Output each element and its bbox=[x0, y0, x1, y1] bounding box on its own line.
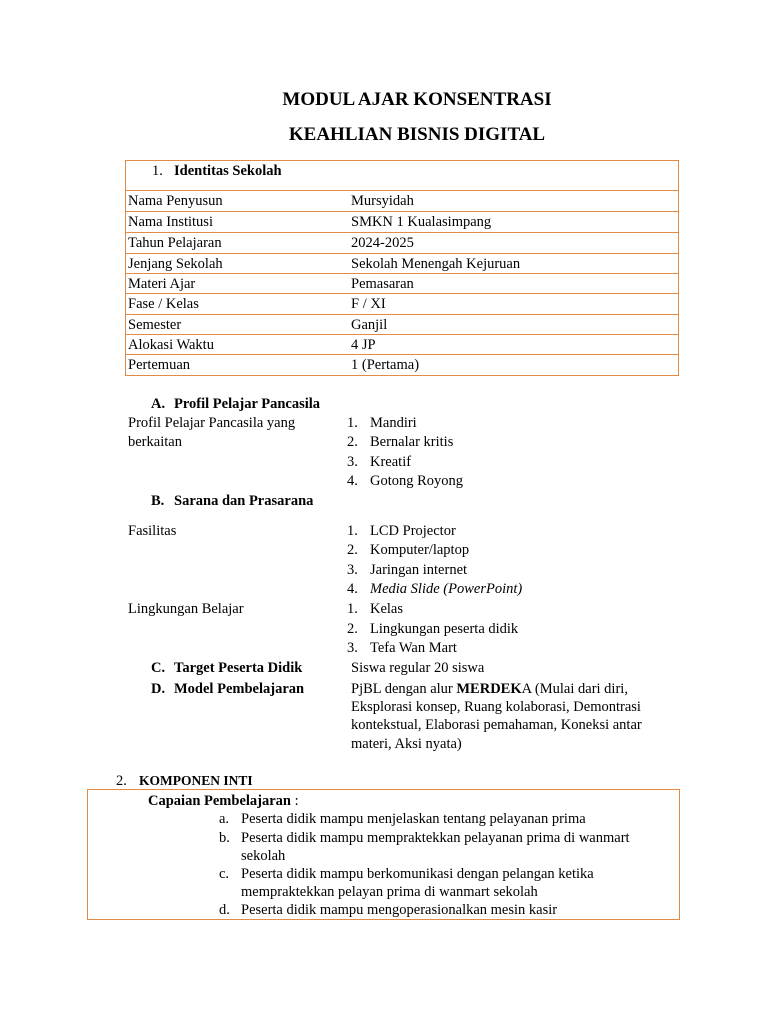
model-line bbox=[351, 680, 628, 698]
model-line: kontekstual, Elaborasi pemahaman, Koneksi antar bbox=[351, 717, 642, 733]
item-letter: b. bbox=[219, 830, 230, 846]
list-number: 2. bbox=[347, 621, 358, 637]
model-text-bold: MERDEK bbox=[456, 681, 522, 697]
item-text: Peserta didik mampu mengoperasionalkan mesin kasir bbox=[241, 902, 558, 918]
row-label: Tahun Pelajaran bbox=[128, 235, 222, 251]
row-value: 4 JP bbox=[351, 337, 376, 353]
list-item: Lingkungan peserta didik bbox=[370, 621, 519, 637]
identitas-number: 1. bbox=[152, 163, 163, 179]
row-label: Alokasi Waktu bbox=[128, 337, 214, 353]
profil-letter: A. bbox=[151, 396, 166, 412]
model-line: materi, Aksi nyata) bbox=[351, 736, 462, 752]
row-value: SMKN 1 Kualasimpang bbox=[351, 214, 492, 230]
list-item: Kreatif bbox=[370, 454, 412, 470]
row-value: Mursyidah bbox=[351, 193, 414, 209]
list-number: 1. bbox=[347, 523, 358, 539]
sarana-letter: B. bbox=[151, 493, 165, 509]
list-item: Gotong Royong bbox=[370, 473, 464, 489]
row-label: Nama Institusi bbox=[128, 214, 213, 230]
list-number: 4. bbox=[347, 473, 358, 489]
item-letter: d. bbox=[219, 902, 230, 918]
list-item: Jaringan internet bbox=[370, 562, 468, 578]
list-number: 4. bbox=[347, 581, 358, 597]
item-text: sekolah bbox=[241, 848, 286, 864]
capaian-heading-line bbox=[148, 792, 299, 810]
model-letter: D. bbox=[151, 681, 166, 697]
list-number: 1. bbox=[347, 415, 358, 431]
sarana-heading: Sarana dan Prasarana bbox=[174, 493, 314, 509]
list-number: 3. bbox=[347, 562, 358, 578]
profil-label: berkaitan bbox=[128, 434, 182, 450]
list-item: Media Slide (PowerPoint) bbox=[370, 581, 523, 597]
item-letter: a. bbox=[219, 811, 230, 827]
row-label: Nama Penyusun bbox=[128, 193, 223, 209]
row-value: F / XI bbox=[351, 296, 386, 312]
capaian-heading: Capaian Pembelajaran bbox=[148, 793, 291, 809]
target-value: Siswa regular 20 siswa bbox=[351, 660, 485, 676]
lingkungan-label: Lingkungan Belajar bbox=[128, 601, 244, 617]
row-value: 2024-2025 bbox=[351, 235, 414, 251]
model-text: A (Mulai dari diri, bbox=[521, 681, 628, 697]
item-text: Peserta didik mampu berkomunikasi dengan pelangan ketika bbox=[241, 866, 594, 882]
row-value: Sekolah Menengah Kejuruan bbox=[351, 256, 521, 272]
row-label: Semester bbox=[128, 317, 182, 333]
list-item: Kelas bbox=[370, 601, 404, 617]
list-item: Tefa Wan Mart bbox=[370, 640, 457, 656]
target-heading: Target Peserta Didik bbox=[174, 660, 303, 676]
item-text: Peserta didik mampu menjelaskan tentang pelayanan prima bbox=[241, 811, 586, 827]
fasilitas-label: Fasilitas bbox=[128, 523, 177, 539]
profil-label: Profil Pelajar Pancasila yang bbox=[128, 415, 296, 431]
list-item: Bernalar kritis bbox=[370, 434, 454, 450]
row-value: 1 (Pertama) bbox=[351, 357, 420, 373]
model-text: PjBL dengan alur bbox=[351, 681, 457, 697]
item-text: mempraktekkan pelayan prima di wanmart sekolah bbox=[241, 884, 538, 900]
model-heading: Model Pembelajaran bbox=[174, 681, 305, 697]
target-letter: C. bbox=[151, 660, 166, 676]
list-number: 2. bbox=[347, 434, 358, 450]
item-letter: c. bbox=[219, 866, 230, 882]
page-title: MODUL AJAR KONSENTRASI bbox=[282, 89, 552, 110]
row-label: Materi Ajar bbox=[128, 276, 196, 292]
komponen-heading: KOMPONEN INTI bbox=[139, 773, 253, 788]
list-item: Komputer/laptop bbox=[370, 542, 470, 558]
identitas-heading: Identitas Sekolah bbox=[174, 163, 282, 179]
row-value: Pemasaran bbox=[351, 276, 414, 292]
komponen-number: 2. bbox=[116, 773, 127, 789]
item-text: Peserta didik mampu mempraktekkan pelayanan prima di wanmart bbox=[241, 830, 630, 846]
list-item: LCD Projector bbox=[370, 523, 456, 539]
profil-heading: Profil Pelajar Pancasila bbox=[174, 396, 321, 412]
row-value: Ganjil bbox=[351, 317, 388, 333]
list-number: 2. bbox=[347, 542, 358, 558]
row-label: Fase / Kelas bbox=[128, 296, 199, 312]
list-item: Mandiri bbox=[370, 415, 417, 431]
list-number: 1. bbox=[347, 601, 358, 617]
list-number: 3. bbox=[347, 640, 358, 656]
row-label: Pertemuan bbox=[128, 357, 191, 373]
capaian-colon: : bbox=[290, 793, 299, 809]
row-label: Jenjang Sekolah bbox=[128, 256, 223, 272]
list-number: 3. bbox=[347, 454, 358, 470]
model-line: Eksplorasi konsep, Ruang kolaborasi, Demontrasi bbox=[351, 699, 641, 715]
page-subtitle: KEAHLIAN BISNIS DIGITAL bbox=[288, 124, 546, 145]
